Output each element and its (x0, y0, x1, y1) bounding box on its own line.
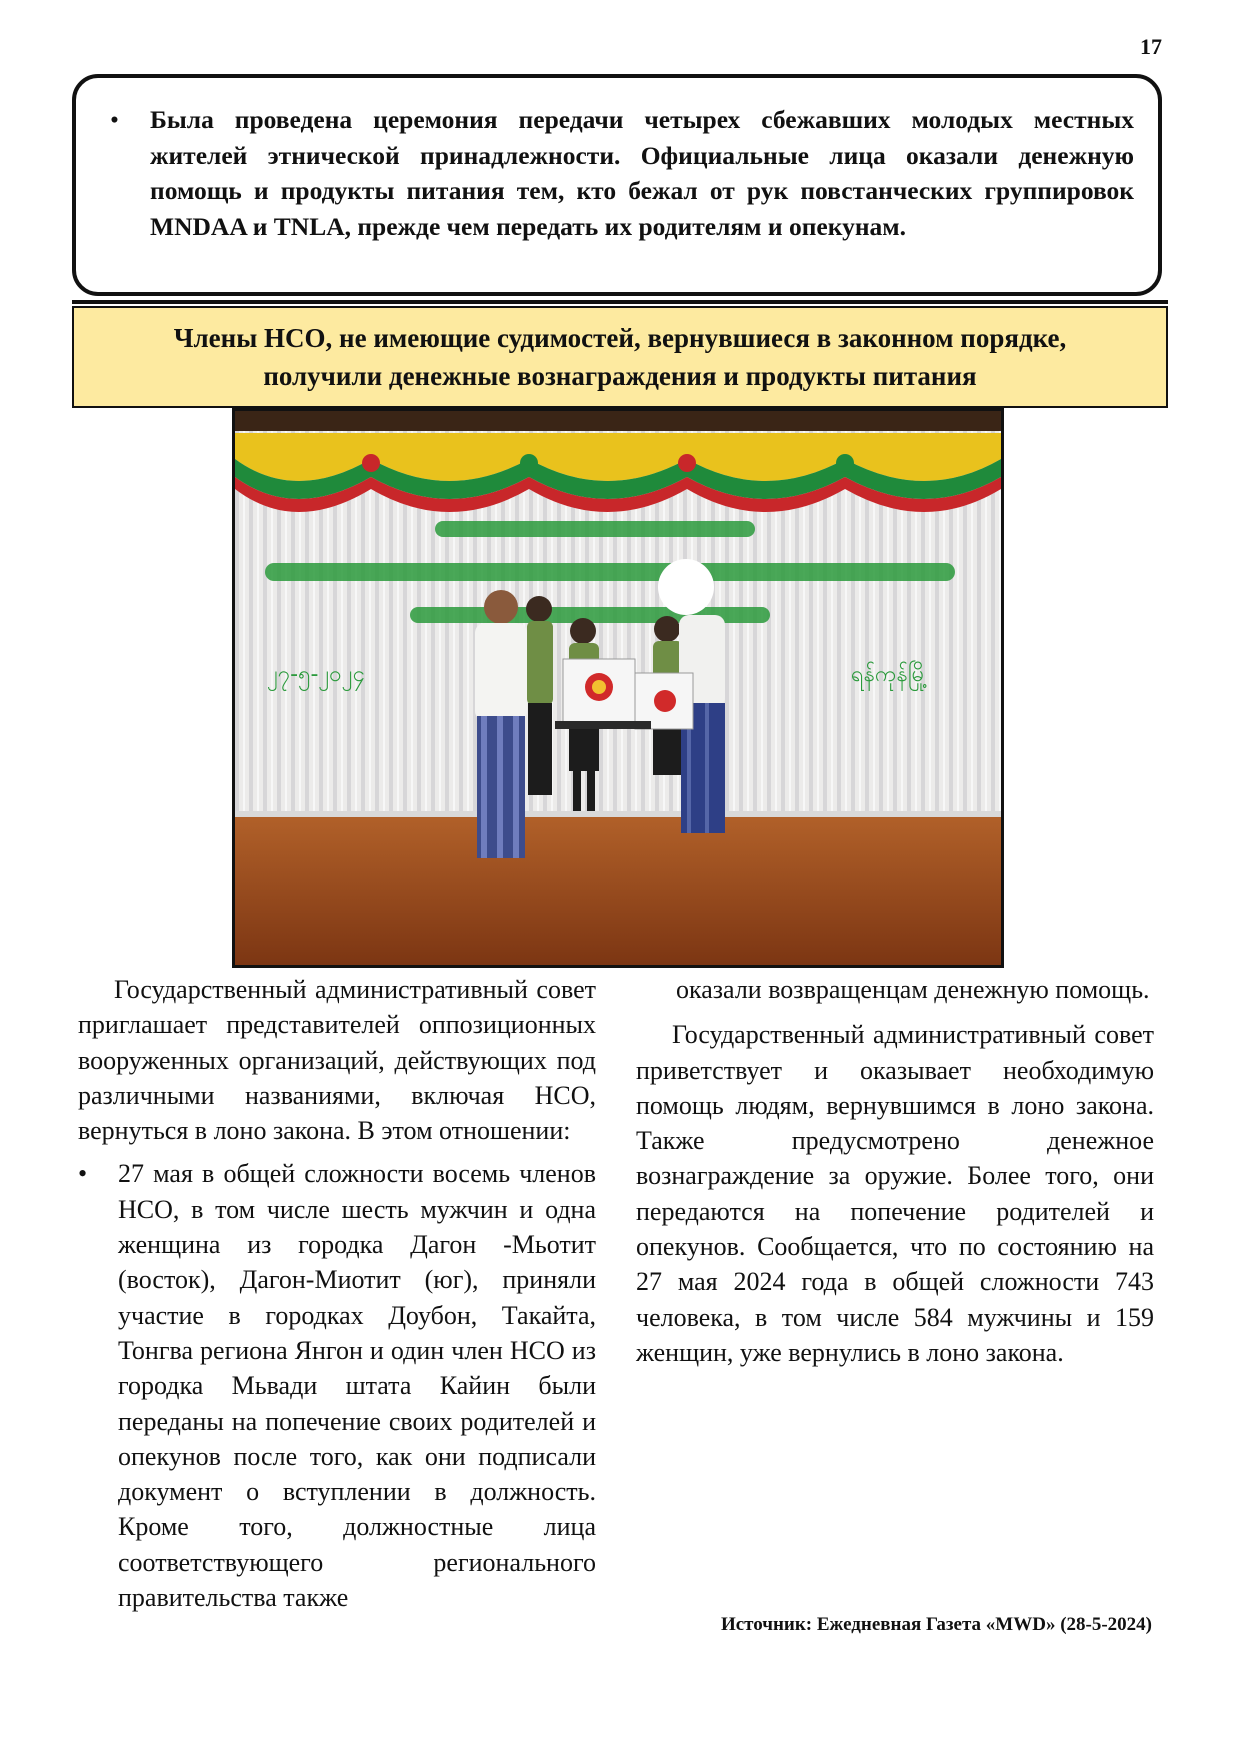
headline-box (72, 306, 1168, 408)
article-right-column (636, 972, 1154, 1370)
highlight-bullet: • Была проведена церемония передачи четырех сбежавших молодых местных жителей этнической принадлежности. Официальные лица оказали денежную помощь и продукты питания тем, кто бежал от рук повстанческих группировок MNDAA и TNLA, прежде чем передать их родителям и опекунам. (102, 102, 1134, 244)
headline-line-1: Члены НСО, не имеющие судимостей, вернувшиеся в законном порядке, (173, 323, 1067, 353)
banner-date: ၂၇-၅-၂၀၂၄ (267, 662, 365, 687)
page-number: 17 (1140, 34, 1162, 59)
source-citation: Источник: Ежедневная Газета «MWD» (28-5-2024) (720, 1614, 1152, 1635)
article-left-column (78, 972, 596, 1615)
article-continuation: оказали возвращенцам денежную помощь. (676, 975, 1150, 1004)
headline-rule (72, 300, 1168, 304)
highlight-box (72, 74, 1162, 296)
article-bullet-item: • 27 мая в общей сложности восемь членов НСО, в том числе шесть мужчин и одна женщина из городка Дагон -Мьотит (восток), Дагон-Миотит (юг), приняли участие в городках Доубон, Такайта, Тонгва региона Янгон и один член НСО из городка Мьвади штата Кайин были переданы на попечение своих родителей и опекунов после того, как они подписали документ о вступлении в должность. Кроме того, должностные лица соответствующего регионального правительства также (78, 1156, 596, 1615)
ceremony-photo (232, 408, 1004, 968)
headline-line-2: получили денежные вознаграждения и продукты питания (263, 361, 977, 391)
article-closing-paragraph: Государственный административный совет приветствует и оказывает необходимую помощь людям, вернувшимся в лоно закона. Также предусмотрено денежное вознаграждение за оружие. Более того, они передаются на попечение родителей и опекунов. Сообщается, что по состоянию на 27 мая 2024 года в общей сложности 743 человека, в том числе 584 мужчины и 159 женщин, уже вернулись в лоно закона. (636, 1020, 1154, 1367)
banner-place: ရန်ကုန်မြို့ (851, 662, 928, 687)
article-intro-paragraph: Государственный административный совет приглашает представителей оппозиционных вооруженных организаций, действующих под различными названиями, включая НСО, вернуться в лоно закона. В этом отношении: (78, 975, 596, 1146)
